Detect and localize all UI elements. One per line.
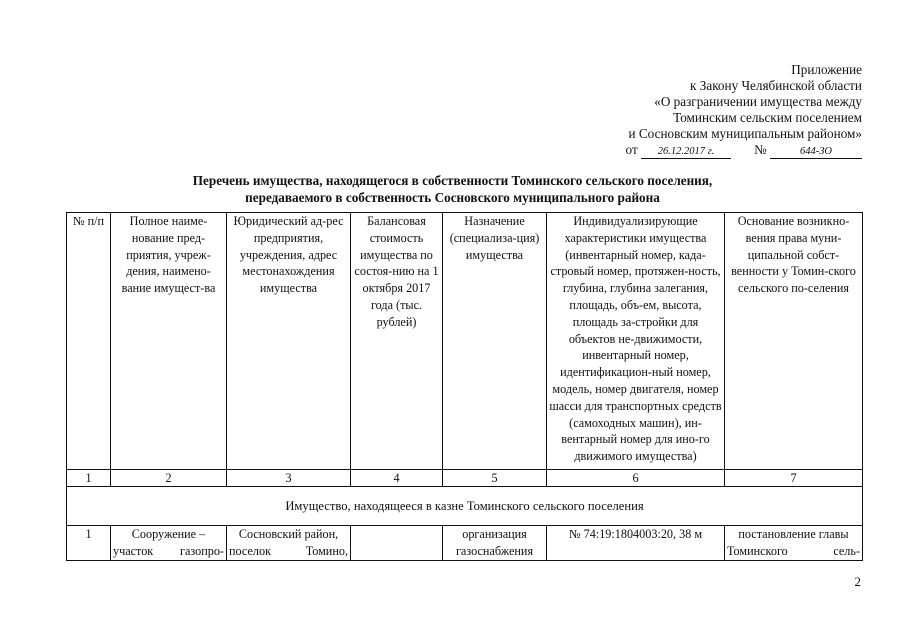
law-number: 644-ЗО: [770, 146, 862, 159]
appendix-line: «О разграничении имущества между: [654, 94, 862, 109]
header-cell: Полное наиме-нование пред-приятия, учреж-дения, наимено-вание имущест-ва: [111, 213, 227, 470]
header-cell: Юридический ад-рес предприятия, учреждения, адрес местонахождения имущества: [227, 213, 351, 470]
appendix-sign-line: [626, 142, 862, 159]
law-date: 26.12.2017 г.: [641, 146, 731, 159]
column-number-row: [67, 470, 863, 487]
row-purpose: организация газоснабжения: [443, 526, 547, 561]
header-cell: Балансовая стоимость имущества по состоя-нию на 1 октября 2017 года (тыс. рублей): [351, 213, 443, 470]
from-label: от: [625, 142, 638, 157]
header-cell: Индивидуализирующие характеристики имущества (инвентарный номер, када-стровый номер, протяжен-ность, глубина, глубина залегания, площадь, объ-ем, высота, площадь за-стройки для объектов не-движимости, инвентарный номер, идентификацион-ный номер, модель, номер двигателя, номер шасси для транспортных средств (самоходных машин), ин-вентарный номер для ино-го движимого имущества): [547, 213, 725, 470]
appendix-line: Томинским сельским поселением: [673, 110, 862, 125]
appendix-block: [626, 62, 862, 159]
appendix-line: к Закону Челябинской области: [690, 78, 862, 93]
property-table: [66, 212, 863, 561]
row-address: Сосновский район, поселок Томино,: [227, 526, 351, 561]
column-number: 7: [725, 470, 863, 487]
page-number: 2: [854, 574, 861, 589]
section-title: Имущество, находящееся в казне Томинского сельского поселения: [67, 487, 863, 526]
table-row: [67, 526, 863, 561]
title-line-2: передаваемого в собственность Сосновского муниципального района: [245, 190, 660, 205]
row-number: 1: [67, 526, 111, 561]
appendix-line: и Сосновским муниципальным районом»: [628, 126, 862, 141]
header-cell: Назначение (специализа-ция) имущества: [443, 213, 547, 470]
column-number: 1: [67, 470, 111, 487]
section-row: [67, 487, 863, 526]
column-number: 5: [443, 470, 547, 487]
appendix-line: Приложение: [791, 62, 862, 77]
document-title: [0, 172, 905, 206]
row-basis: постановление главы Томинского сель-: [725, 526, 863, 561]
title-line-1: Перечень имущества, находящегося в собственности Томинского сельского поселения,: [192, 173, 713, 188]
header-cell: № п/п: [67, 213, 111, 470]
table-header-row: [67, 213, 863, 470]
column-number: 2: [111, 470, 227, 487]
column-number: 6: [547, 470, 725, 487]
header-cell: Основание возникно-вения права муни-ципальной собст-венности у Томин-ского сельского по-селения: [725, 213, 863, 470]
row-value: [351, 526, 443, 561]
column-number: 3: [227, 470, 351, 487]
column-number: 4: [351, 470, 443, 487]
row-characteristics: № 74:19:1804003:20, 38 м: [547, 526, 725, 561]
row-name: Сооружение – участок газопро-: [111, 526, 227, 561]
number-label: №: [754, 142, 767, 157]
